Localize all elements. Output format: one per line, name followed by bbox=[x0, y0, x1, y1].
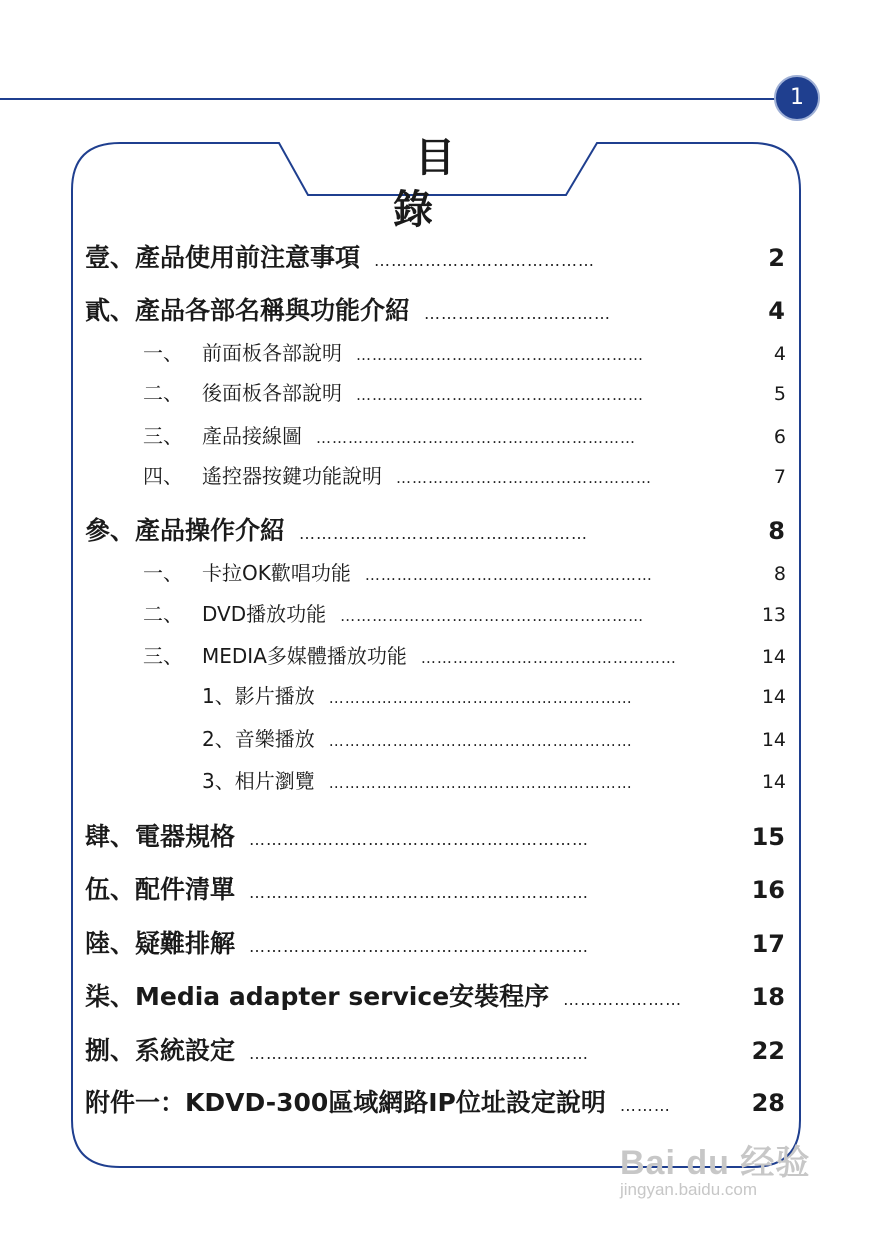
toc-entry-label bbox=[85, 817, 235, 853]
toc-entry-leader: ………………………………………… bbox=[420, 649, 677, 667]
toc-entry-label bbox=[85, 238, 360, 274]
toc-entry-leader: ………………………………………………… bbox=[328, 774, 633, 792]
toc-entry-number: 三、 bbox=[143, 644, 183, 668]
toc-entry-page: 17 bbox=[751, 930, 785, 958]
toc-entry-leader: ……………………………………………… bbox=[356, 346, 644, 364]
toc-entry-number: 三、 bbox=[143, 424, 183, 448]
toc-entry-page: 8 bbox=[768, 517, 785, 545]
page-title: 目 錄 bbox=[393, 135, 667, 233]
toc-entry-page: 13 bbox=[761, 604, 786, 626]
toc-entry-leader: ……… bbox=[619, 1096, 671, 1115]
toc-entry bbox=[85, 1031, 785, 1067]
toc-entry-title: 遙控器按鍵功能說明 bbox=[202, 464, 382, 488]
toc-entry-leader: …………………………………………………… bbox=[249, 937, 590, 956]
toc-entry-page: 15 bbox=[751, 823, 785, 851]
toc-entry bbox=[143, 420, 786, 449]
toc-entry-title: 伍、配件清單 bbox=[85, 875, 236, 904]
toc-entry-label bbox=[85, 1031, 235, 1067]
toc-entry-leader: …………………………………………………… bbox=[249, 1044, 590, 1063]
toc-entry-leader: ………………………………………………… bbox=[328, 689, 633, 707]
toc-entry-title: MEDIA多媒體播放功能 bbox=[202, 644, 407, 668]
toc-entry-leader: ………………………………… bbox=[374, 251, 596, 270]
toc-entry-leader: ……………………………………………… bbox=[364, 566, 653, 584]
toc-entry bbox=[202, 765, 786, 794]
toc-entry bbox=[202, 723, 786, 752]
toc-entry-title: 柒、Media adapter service安裝程序 bbox=[85, 982, 550, 1011]
toc-entry bbox=[85, 870, 785, 906]
toc-entry-page: 6 bbox=[773, 426, 786, 448]
toc-entry bbox=[85, 817, 785, 853]
toc-entry-label bbox=[143, 557, 351, 586]
toc-entry-number: 二、 bbox=[143, 381, 183, 405]
toc-entry-label bbox=[202, 765, 315, 794]
toc-entry-number: 一、 bbox=[143, 341, 183, 365]
toc-entry-label bbox=[85, 977, 549, 1013]
toc-entry-leader: …………………………………………………… bbox=[249, 883, 590, 902]
toc-entry-leader: ………………………………………………… bbox=[328, 732, 633, 750]
toc-entry-label bbox=[143, 598, 326, 627]
watermark-logo: Bai du 经验 bbox=[620, 1144, 811, 1182]
toc-entry-title: 前面板各部說明 bbox=[202, 341, 342, 365]
toc-entry-label bbox=[85, 1083, 606, 1119]
toc-entry-page: 28 bbox=[751, 1089, 785, 1117]
toc-entry-label bbox=[143, 377, 342, 406]
toc-entry-label bbox=[143, 337, 342, 366]
toc-entry-title: 捌、系統設定 bbox=[85, 1036, 236, 1065]
toc-entry-label bbox=[85, 924, 235, 960]
toc-entry-title: 肆、電器規格 bbox=[85, 822, 236, 851]
toc-entry-leader: ………………………………………………… bbox=[340, 607, 645, 625]
toc-entry bbox=[85, 291, 785, 327]
toc-entry-title: 附件一：KDVD-300區域網路IP位址設定說明 bbox=[85, 1088, 606, 1117]
toc-entry bbox=[85, 977, 785, 1013]
toc-entry-label bbox=[143, 460, 382, 489]
toc-entry bbox=[85, 924, 785, 960]
toc-entry-page: 7 bbox=[773, 466, 786, 488]
toc-entry-number: 四、 bbox=[143, 464, 183, 488]
toc-entry-number: 一、 bbox=[143, 561, 183, 585]
toc-entry-number: 二、 bbox=[143, 602, 183, 626]
toc-entry-page: 16 bbox=[751, 876, 785, 904]
toc-entry-label bbox=[202, 723, 315, 752]
toc-entry bbox=[143, 557, 786, 586]
toc-entry-page: 8 bbox=[773, 563, 786, 585]
toc-entry-page: 4 bbox=[768, 297, 785, 325]
toc-entry bbox=[143, 598, 786, 627]
toc-entry-page: 14 bbox=[761, 646, 786, 668]
page-number-badge: 1 bbox=[774, 75, 820, 121]
toc-entry-title: 後面板各部說明 bbox=[202, 381, 342, 405]
toc-entry-leader: …………………………… bbox=[424, 304, 612, 323]
toc-entry-page: 5 bbox=[773, 383, 786, 405]
toc-entry-title: 1、影片播放 bbox=[202, 684, 315, 708]
toc-entry-leader: ………………………………………… bbox=[396, 469, 652, 487]
toc-entry bbox=[143, 377, 786, 406]
toc-entry-label bbox=[85, 511, 285, 547]
toc-entry-page: 2 bbox=[768, 244, 785, 272]
toc-entry-title: 卡拉OK歡唱功能 bbox=[202, 561, 351, 585]
toc-entry bbox=[85, 1083, 785, 1119]
toc-entry-label bbox=[202, 680, 315, 709]
toc-entry-title: DVD播放功能 bbox=[202, 602, 327, 626]
toc-entry bbox=[202, 680, 786, 709]
toc-entry bbox=[143, 337, 786, 366]
toc-entry-leader: ………………… bbox=[563, 990, 683, 1009]
toc-entry-title: 產品接線圖 bbox=[202, 424, 302, 448]
toc-entry bbox=[85, 511, 785, 547]
toc-entry-page: 14 bbox=[761, 686, 786, 708]
toc-entry-title: 陸、疑難排解 bbox=[85, 929, 236, 958]
toc-entry-title: 2、音樂播放 bbox=[202, 727, 315, 751]
toc-entry bbox=[143, 640, 786, 669]
toc-entry-leader: …………………………………………………… bbox=[316, 429, 636, 447]
toc-entry-page: 4 bbox=[773, 343, 786, 365]
toc-entry-leader: …………………………………………… bbox=[299, 524, 589, 543]
toc-entry-title: 3、相片瀏覽 bbox=[202, 769, 315, 793]
toc-entry-label bbox=[143, 420, 302, 449]
toc-entry bbox=[143, 460, 786, 489]
toc-entry-label bbox=[143, 640, 407, 669]
toc-entry-page: 22 bbox=[751, 1037, 785, 1065]
watermark-url: jingyan.baidu.com bbox=[620, 1180, 758, 1199]
toc-entry-title: 壹、產品使用前注意事項 bbox=[85, 243, 361, 272]
toc-entry-page: 18 bbox=[751, 983, 785, 1011]
toc-entry-label bbox=[85, 870, 235, 906]
toc-entry-label bbox=[85, 291, 410, 327]
toc-entry bbox=[85, 238, 785, 274]
toc-entry-title: 參、產品操作介紹 bbox=[85, 516, 286, 545]
toc-entry-page: 14 bbox=[761, 729, 786, 751]
toc-entry-leader: ……………………………………………… bbox=[356, 386, 644, 404]
toc-entry-page: 14 bbox=[761, 771, 786, 793]
toc-entry-leader: …………………………………………………… bbox=[249, 830, 590, 849]
toc-entry-title: 貳、產品各部名稱與功能介紹 bbox=[85, 296, 411, 325]
